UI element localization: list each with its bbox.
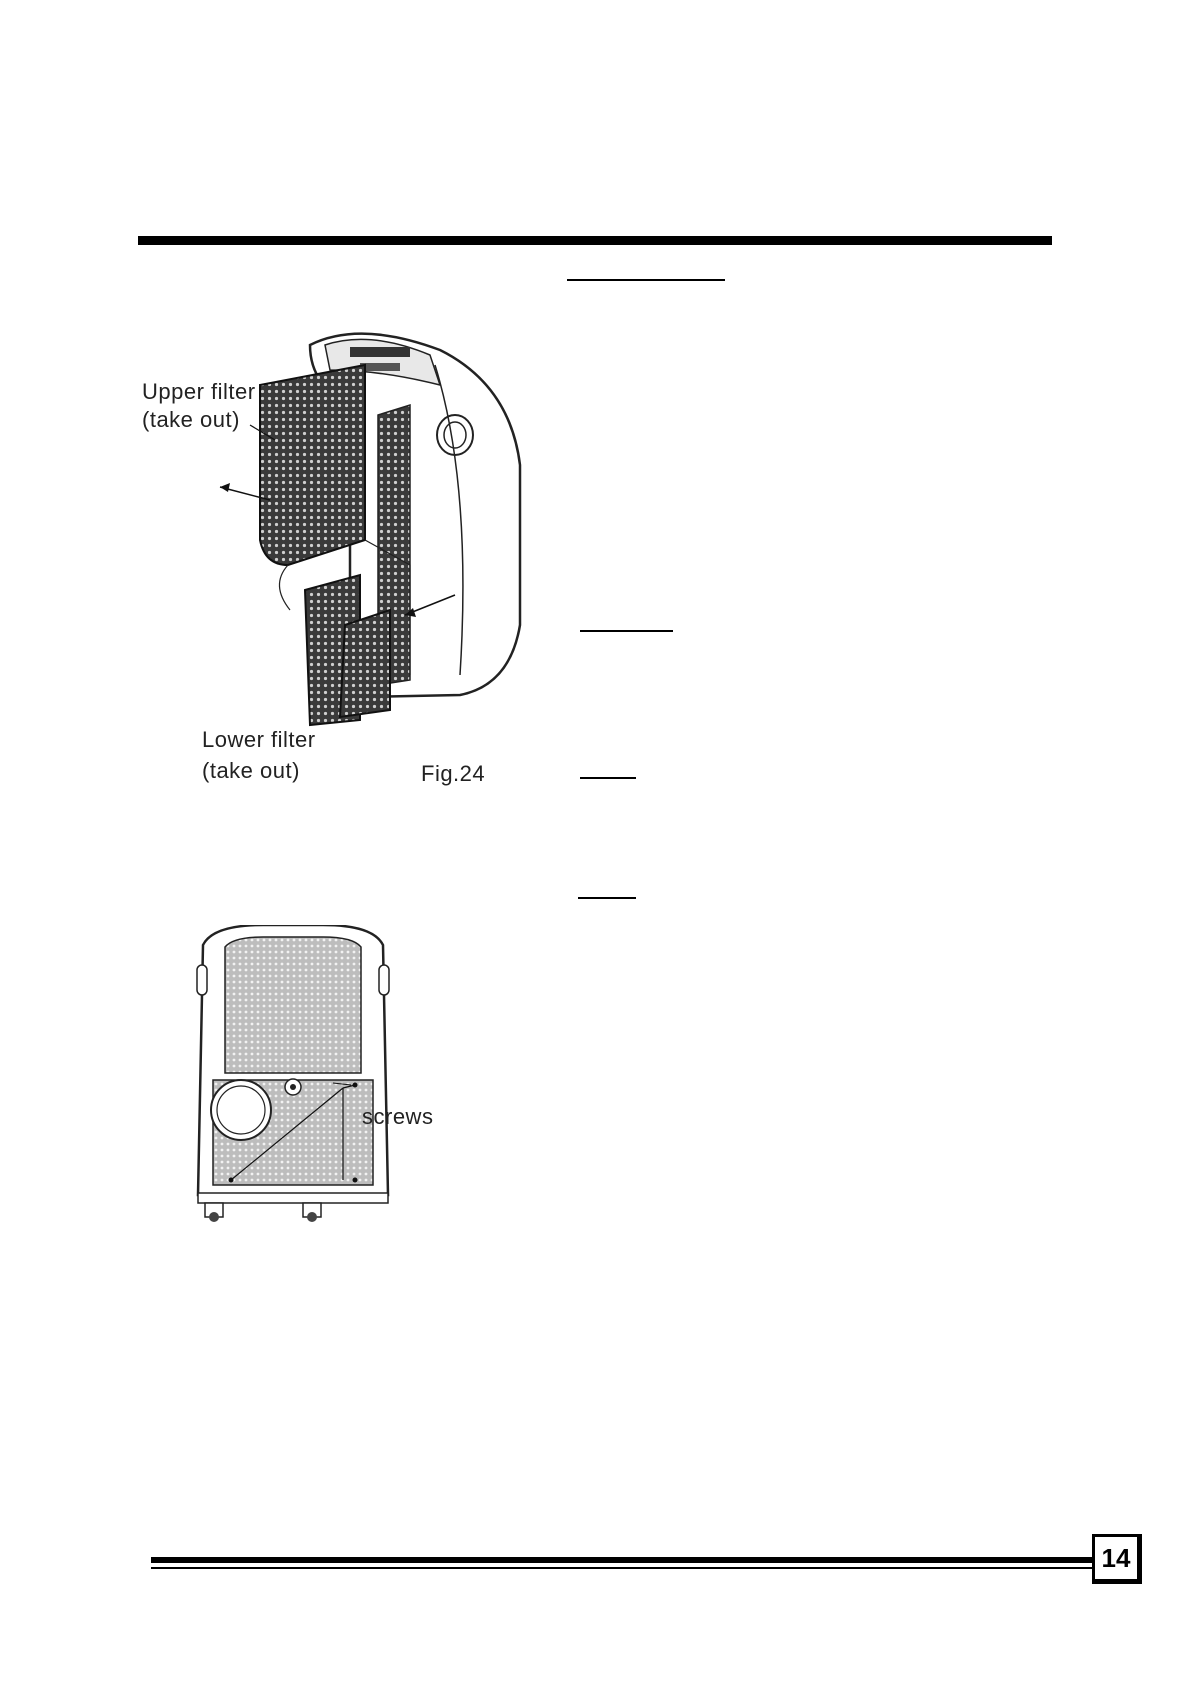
upper-filter-label-line1: Upper filter bbox=[142, 379, 256, 404]
figure-caption: Fig.24 bbox=[421, 761, 486, 786]
filter-removal-illustration bbox=[210, 325, 630, 745]
header-rule bbox=[138, 236, 1052, 245]
page-number-box bbox=[1092, 1534, 1142, 1584]
lower-filter-label-line2: (take out) bbox=[202, 758, 300, 783]
lower-filter-label-line1: Lower filter bbox=[202, 727, 316, 752]
page-number: 14 bbox=[1101, 1542, 1131, 1573]
rear-panel-illustration bbox=[183, 925, 483, 1235]
screws-label: screws bbox=[362, 1104, 434, 1129]
footer-thin-rule bbox=[151, 1567, 1092, 1569]
heading-underline-4 bbox=[578, 897, 636, 899]
upper-filter-label-line2: (take out) bbox=[142, 407, 240, 432]
heading-underline-1 bbox=[567, 279, 725, 281]
heading-underline-3 bbox=[580, 777, 636, 779]
footer-rule bbox=[151, 1557, 1092, 1563]
